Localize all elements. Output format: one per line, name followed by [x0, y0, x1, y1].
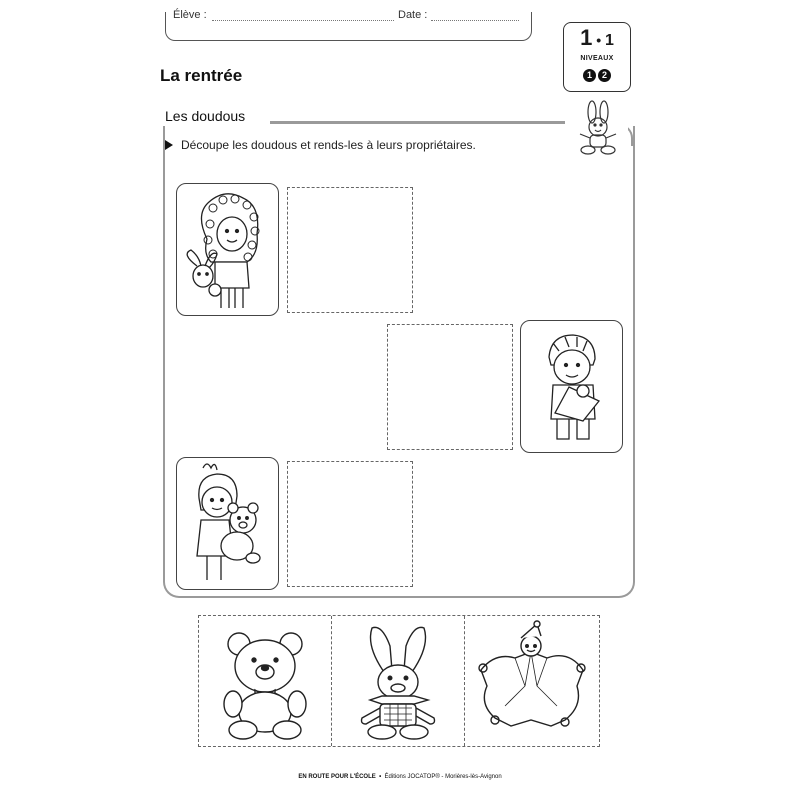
- levels-label: NIVEAUX: [580, 55, 614, 62]
- student-label: Élève :: [173, 9, 207, 21]
- date-line[interactable]: [431, 20, 519, 21]
- footer-separator: •: [379, 774, 382, 780]
- bunny-icon: [332, 616, 464, 746]
- boy-holding-comforter-icon: [520, 320, 623, 453]
- cutout-bunny[interactable]: [332, 616, 465, 746]
- instruction: [165, 138, 476, 152]
- cutout-comforter[interactable]: [465, 616, 597, 746]
- drop-zone-1[interactable]: [287, 187, 413, 313]
- footer: [0, 774, 800, 780]
- footer-series: EN ROUTE POUR L'ÉCOLE: [298, 774, 376, 780]
- drop-zone-3[interactable]: [287, 461, 413, 587]
- level-2-badge: 2: [598, 69, 611, 82]
- cutout-teddy-bear[interactable]: [199, 616, 332, 746]
- page-title: La rentrée: [160, 66, 243, 85]
- comforter-blanket-icon: [465, 616, 597, 746]
- student-name-line[interactable]: [212, 20, 394, 21]
- lesson-number: 1 • 1: [580, 25, 614, 50]
- level-badge: [563, 22, 631, 92]
- girl-holding-teddy-bear-icon: [176, 457, 279, 590]
- student-info-bar: [165, 12, 532, 41]
- arrow-bullet-icon: [165, 140, 173, 150]
- bunny-mascot-icon: [568, 100, 628, 158]
- instruction-text: Découpe les doudous et rends-les à leurs propriétaires.: [181, 138, 476, 152]
- section-title: Les doudous: [165, 108, 246, 124]
- girl-with-curly-hair-holding-bunny-icon: [176, 183, 279, 316]
- teddy-bear-icon: [199, 616, 331, 746]
- footer-publisher: Éditions JOCATOP® - Morières-lès-Avignon: [384, 774, 502, 780]
- cutout-strip: [198, 615, 600, 747]
- drop-zone-2[interactable]: [387, 324, 513, 450]
- level-1-badge: 1: [583, 69, 596, 82]
- section-divider: [270, 121, 565, 124]
- date-label: Date :: [398, 9, 428, 21]
